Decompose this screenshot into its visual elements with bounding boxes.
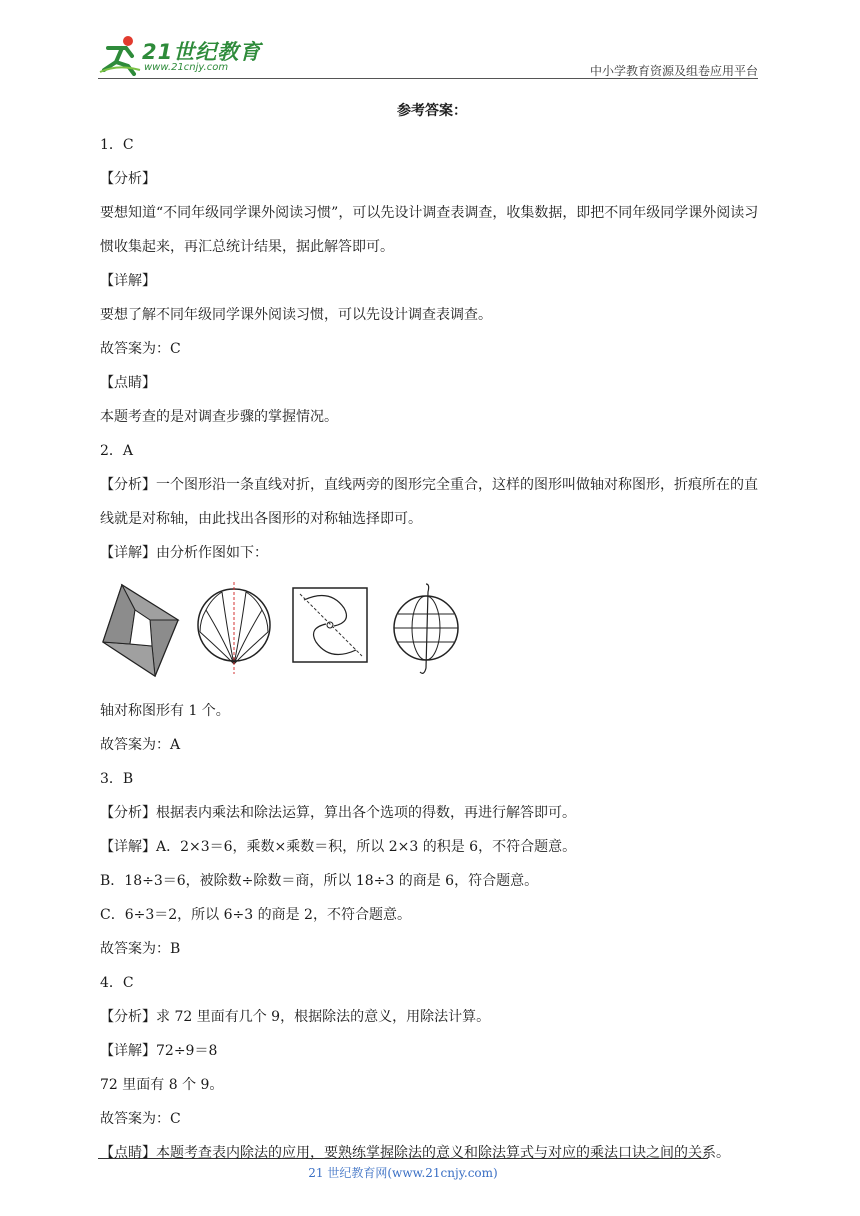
footer-divider	[98, 1158, 708, 1159]
comment-text: 【点睛】本题考查表内除法的应用，要熟练掌握除法的意义和除法算式与对应的乘法口诀之间的关系。	[100, 1145, 730, 1161]
answer-line: 故答案为：A	[100, 737, 181, 753]
answer-line: 故答案为：C	[100, 1111, 181, 1127]
page-title: 参考答案：	[397, 103, 467, 119]
option-b-text: B．18÷3＝6，被除数÷除数＝商，所以 18÷3 的商是 6，符合题意。	[100, 873, 539, 889]
analysis-text: 【分析】根据表内乘法和除法运算，算出各个选项的得数，再进行解答即可。	[100, 805, 576, 821]
header-divider	[98, 78, 758, 79]
detail-text: 【详解】A．2×3＝6，乘数×乘数＝积，所以 2×3 的积是 6，不符合题意。	[100, 839, 577, 855]
detail-heading: 【详解】	[100, 273, 156, 289]
comment-heading: 【点睛】	[100, 375, 156, 391]
symmetry-figures	[100, 580, 764, 680]
analysis-heading: 【分析】	[100, 171, 156, 187]
logo-url: www.21cnjy.com	[144, 62, 229, 73]
detail-text: 要想了解不同年级同学课外阅读习惯，可以先设计调查表调查。	[100, 307, 492, 323]
circle-arcs-figure	[194, 580, 274, 680]
brand-logo	[98, 34, 268, 76]
pinwheel-square-figure	[100, 580, 180, 680]
answer-q3: 3．B	[100, 771, 134, 787]
result-text: 72 里面有 8 个 9。	[100, 1077, 224, 1093]
footer-link[interactable]: 21 世纪教育网(www.21cnjy.com)	[308, 1166, 498, 1180]
answer-q2: 2．A	[100, 443, 134, 459]
answer-content	[100, 94, 764, 1170]
yin-yang-square-figure	[290, 580, 370, 680]
platform-name: 中小学教育资源及组卷应用平台	[589, 64, 758, 78]
analysis-text: 【分析】一个图形沿一条直线对折，直线两旁的图形完全重合，这样的图形叫做轴对称图形，折痕所在的直线就是对称轴，由此找出各图形的对称轴选择即可。	[100, 477, 758, 527]
comment-text: 本题考查的是对调查步骤的掌握情况。	[100, 409, 338, 425]
conclusion-text: 轴对称图形有 1 个。	[100, 703, 230, 719]
answer-line: 故答案为：B	[100, 941, 181, 957]
runner-icon	[98, 34, 142, 76]
logo-text: 21世纪教育	[142, 40, 262, 64]
analysis-text: 要想知道“不同年级同学课外阅读习惯”，可以先设计调查表调查，收集数据，即把不同年级同学课外阅读习惯收集起来，再汇总统计结果，据此解答即可。	[100, 205, 759, 255]
answer-q4: 4．C	[100, 975, 134, 991]
option-c-text: C．6÷3＝2，所以 6÷3 的商是 2，不符合题意。	[100, 907, 411, 923]
detail-text: 【详解】由分析作图如下：	[100, 545, 268, 561]
globe-figure	[386, 580, 466, 680]
detail-text: 【详解】72÷9＝8	[100, 1043, 218, 1059]
analysis-text: 【分析】求 72 里面有几个 9，根据除法的意义，用除法计算。	[100, 1009, 491, 1025]
answer-line: 故答案为：C	[100, 341, 181, 357]
answer-q1: 1．C	[100, 137, 134, 153]
page-header	[98, 30, 758, 80]
